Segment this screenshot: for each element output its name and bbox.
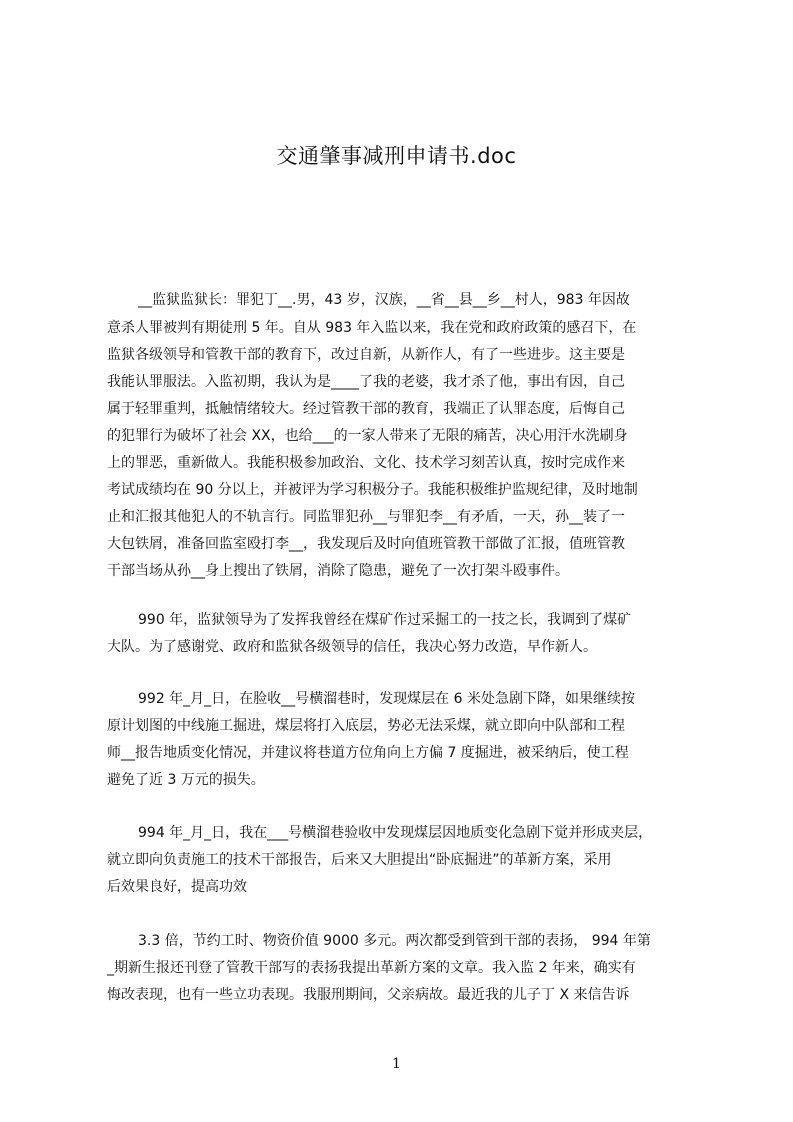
paragraph-4-line-3: 后效果良好，提高功效 xyxy=(107,879,247,895)
paragraph-3-line-3: 师__报告地质变化情况，并建议将巷道方位角向上方偏 7 度掘进，被采纳后，使工程 xyxy=(107,745,629,761)
paragraph-1-line-11: 干部当场从孙__身上搜出了铁屑，消除了隐患，避免了一次打架斗殴事件。 xyxy=(107,563,569,579)
paragraph-1-line-2: 意杀人罪被判有期徒刑 5 年。自从 983 年入监以来，我在党和政府政策的感召下，在 xyxy=(107,320,637,336)
paragraph-1-line-1: __监狱监狱长：罪犯丁__.男，43 岁，汉族，__省__县__乡__村人，983 年因故 xyxy=(138,292,630,308)
paragraph-4-line-2: 就立即向负责施工的技术干部报告，后来又大胆提出“卧底掘进”的革新方案，采用 xyxy=(107,852,612,868)
paragraph-1-line-3: 监狱各级领导和管教干部的教育下，改过自新，从新作人，有了一些进步。这主要是 xyxy=(107,347,625,363)
page-number: 1 xyxy=(392,1056,401,1072)
paragraph-1-line-4: 我能认罪服法。入监初期，我认为是____了我的老婆，我才杀了他，事出有因，自己 xyxy=(107,374,625,390)
paragraph-1-line-10: 大包铁屑，准备回监室殴打李__，我发现后及时向值班管教干部做了汇报，值班管教 xyxy=(107,536,625,552)
document-title: 交通肇事减刑申请书.doc xyxy=(276,144,517,168)
paragraph-1-line-5: 属于轻罪重判，抵触情绪较大。经过管教干部的教育，我端正了认罪态度，后悔自己 xyxy=(107,401,625,417)
paragraph-1-line-6: 的犯罪行为破坏了社会 XX，也给___的一家人带来了无限的痛苦，决心用汗水洗刷身 xyxy=(107,428,628,444)
paragraph-2-line-1: 990 年，监狱领导为了发挥我曾经在煤矿作过采掘工的一技之长，我调到了煤矿 xyxy=(138,612,632,628)
paragraph-4-line-1: 994 年_月_日，我在___号横溜巷验收中发现煤层因地质变化急剧下觉并形成夹层， xyxy=(138,825,653,841)
paragraph-1-line-8: 考试成绩均在 90 分以上，并被评为学习积极分子。我能积极维护监规纪律，及时地制 xyxy=(107,482,638,498)
paragraph-1-line-9: 止和汇报其他犯人的不轨言行。同监罪犯孙__与罪犯李__有矛盾，一天，孙__装了一 xyxy=(107,509,625,525)
paragraph-5-line-3: 悔改表现，也有一些立功表现。我服刑期间，父亲病故。最近我的儿子丁 X 来信告诉 xyxy=(107,987,630,1003)
paragraph-5-line-2: _期新生报还刊登了管教干部写的表扬我提出革新方案的文章。我入监 2 年来，确实有 xyxy=(107,960,636,976)
paragraph-5-line-1: 3.3 倍，节约工时、物资价值 9000 多元。两次都受到管到干部的表扬， 994 年第 xyxy=(138,933,651,949)
paragraph-3-line-1: 992 年_月_日，在脸收__号横溜巷时，发现煤层在 6 米处急剧下降，如果继续按 xyxy=(138,691,635,707)
paragraph-1-line-7: 上的罪恶，重新做人。我能积极参加政治、文化、技术学习刻苦认真，按时完成作来 xyxy=(107,455,625,471)
paragraph-3-line-2: 原计划图的中线施工掘进，煤层将打入底层，势必无法采煤，就立即向中队部和工程 xyxy=(107,718,625,734)
paragraph-2-line-2: 大队。为了感谢党、政府和监狱各级领导的信任，我决心努力改造，早作新人。 xyxy=(107,639,597,655)
paragraph-3-line-4: 避免了近 3 万元的损失。 xyxy=(107,772,265,788)
